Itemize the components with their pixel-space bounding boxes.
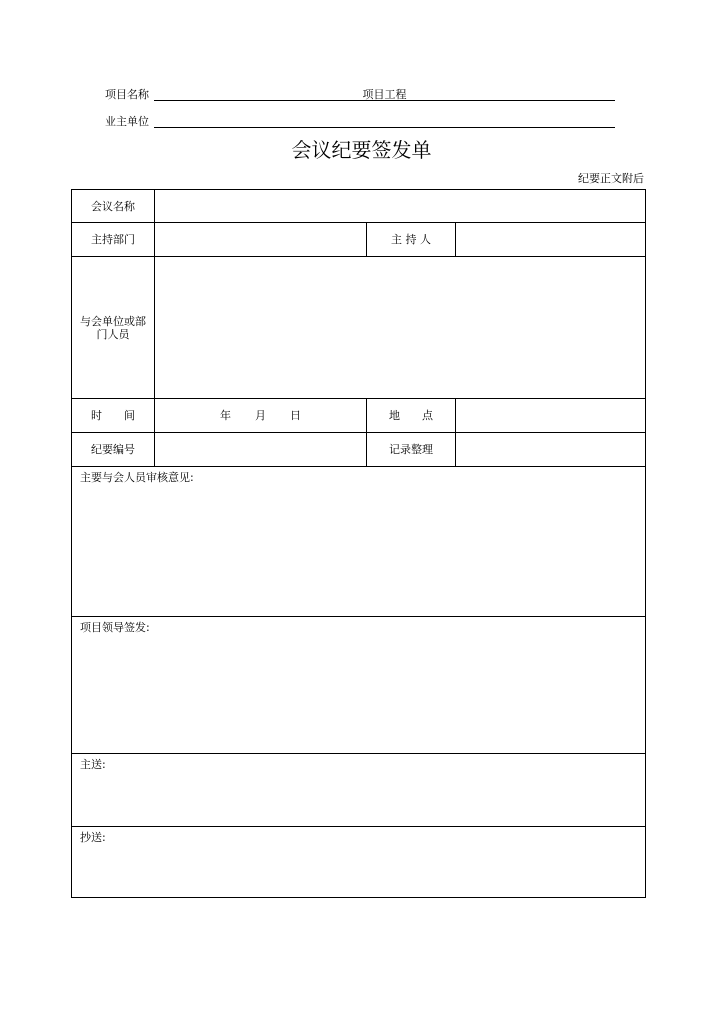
- host-person-field[interactable]: [456, 223, 645, 256]
- row-divider: [72, 753, 645, 754]
- row-divider: [72, 616, 645, 617]
- leader-sign-label: 项目领导签发:: [80, 621, 150, 634]
- date-field[interactable]: [155, 399, 366, 432]
- minutes-no-label: 纪要编号: [91, 443, 135, 456]
- location-field[interactable]: [456, 399, 645, 432]
- date-month: 月: [255, 409, 266, 422]
- date-day: 日: [290, 409, 301, 422]
- project-name-value: 项目工程: [362, 88, 407, 101]
- document-title: 会议纪要签发单: [291, 138, 432, 162]
- recorder-label: 记录整理: [389, 443, 433, 456]
- row-divider: [72, 826, 645, 827]
- attendees-label: [80, 257, 146, 398]
- host-person-label: 主 持 人: [391, 233, 431, 246]
- meeting-minutes-form: [71, 189, 646, 898]
- recorder-field[interactable]: [456, 433, 645, 466]
- attendees-label-text: 与会单位或部门人员: [80, 314, 146, 341]
- time-label: 时 间: [91, 409, 135, 422]
- main-send-label: 主送:: [80, 758, 106, 771]
- attendees-field[interactable]: [155, 257, 645, 398]
- owner-unit-field[interactable]: [154, 127, 615, 128]
- review-opinion-area[interactable]: [72, 486, 645, 616]
- project-name-label: 项目名称: [105, 88, 149, 101]
- attachment-note: 纪要正文附后: [578, 172, 644, 185]
- owner-unit-label: 业主单位: [105, 115, 149, 128]
- review-opinion-label: 主要与会人员审核意见:: [80, 471, 194, 484]
- meeting-name-field[interactable]: [155, 190, 645, 222]
- copy-send-label: 抄送:: [80, 831, 106, 844]
- minutes-no-field[interactable]: [155, 433, 366, 466]
- leader-sign-area[interactable]: [72, 636, 645, 753]
- location-label: 地 点: [389, 409, 433, 422]
- date-year: 年: [220, 409, 231, 422]
- host-dept-label: 主持部门: [91, 233, 135, 246]
- meeting-name-label: 会议名称: [91, 199, 135, 213]
- main-send-area[interactable]: [72, 773, 645, 826]
- host-dept-field[interactable]: [155, 223, 366, 256]
- copy-send-area[interactable]: [72, 846, 645, 896]
- row-divider: [72, 466, 645, 467]
